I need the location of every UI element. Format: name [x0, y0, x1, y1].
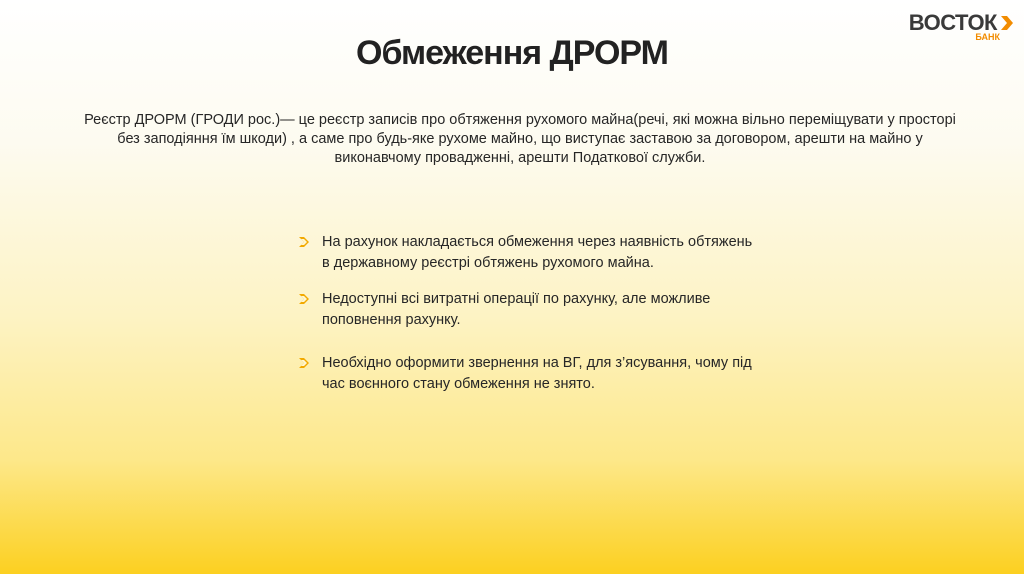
arrow-chevron-icon: [298, 353, 322, 376]
bullet-list: [298, 232, 818, 395]
logo-arrow-icon: [998, 14, 1014, 32]
logo-subtitle: БАНК: [975, 32, 1000, 42]
intro-paragraph: Реєстр ДРОРМ (ГРОДИ рос.)— це реєстр записів про обтяження рухомого майна(речі, які можна вільно переміщувати у просторі без заподіяння їм шкоди) , а саме про будь-яке рухоме майно, що виступає заставою за договором, арешти на майно у виконавчому провадженні, арешти Податкової служби.: [84, 112, 956, 166]
arrow-chevron-icon: [298, 289, 322, 312]
bullet-text: Недоступні всі витратні операції по рахунку, але можливе поповнення рахунку.: [322, 291, 711, 328]
logo-main-text: ВОСТОК: [908, 10, 997, 35]
arrow-chevron-icon: [298, 232, 322, 255]
bullet-item: [298, 232, 818, 274]
bullet-item: [298, 289, 818, 331]
bullet-text: На рахунок накладається обмеження через наявність обтяжень в державному реєстрі обтяжень рухомого майна.: [322, 234, 753, 271]
slide-title: Обмеження ДРОРМ: [356, 34, 668, 72]
bullet-item: [298, 353, 818, 395]
bullet-text: Необхідно оформити звернення на ВГ, для з’ясування, чому під час воєнного стану обмеження не знято.: [322, 355, 752, 392]
